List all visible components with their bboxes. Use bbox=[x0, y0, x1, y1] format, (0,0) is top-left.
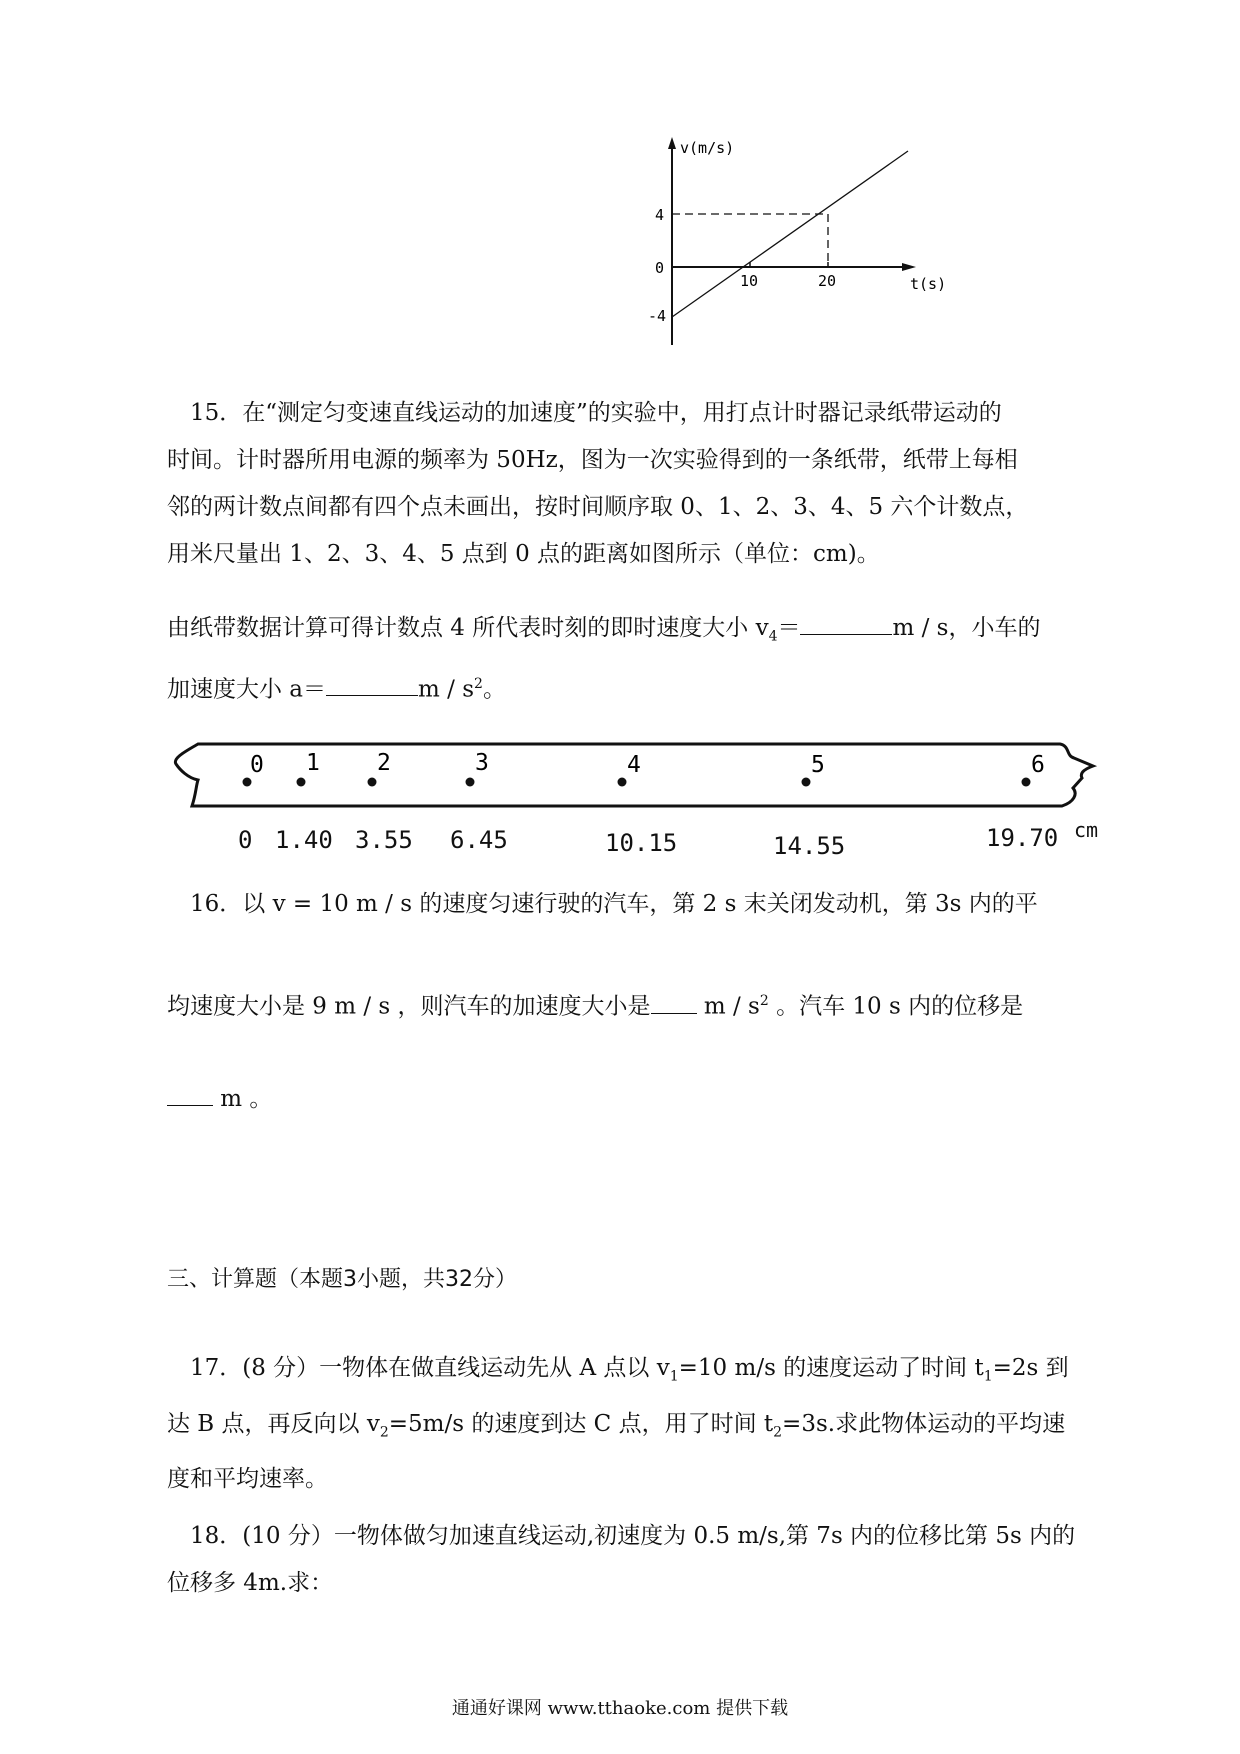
q16-text-d: m 。 bbox=[213, 1086, 273, 1112]
tape-distance-6: 19.70 bbox=[986, 824, 1059, 852]
q15-text-f: 。 bbox=[482, 676, 506, 703]
q16-text-c: 。汽车 10 s 内的位移是 bbox=[768, 993, 1024, 1020]
question-15 bbox=[167, 390, 1089, 578]
q15-text-e: m / s bbox=[418, 676, 475, 703]
x-axis-arrow bbox=[902, 263, 916, 271]
tape-distance-1: 1.40 bbox=[275, 826, 333, 854]
section-3-heading-wrap bbox=[167, 1256, 1089, 1303]
x-tick-label-10: 10 bbox=[740, 272, 759, 290]
q15-text-d: 加速度大小 a＝ bbox=[167, 676, 327, 703]
tape-dot-6 bbox=[1022, 778, 1031, 787]
velocity-time-graph bbox=[640, 135, 950, 350]
q15-fill-in bbox=[167, 605, 1089, 713]
answer-blank-v4[interactable] bbox=[800, 614, 892, 635]
footer-source: 通通好课网 www.tthaoke.com 提供下载 bbox=[451, 1698, 789, 1719]
q15-sup-2: 2 bbox=[474, 675, 483, 692]
paper-tape bbox=[170, 740, 1105, 820]
q17-text-6: =3s.求此物体运动的平均速 bbox=[782, 1410, 1066, 1437]
tape-dot-5 bbox=[802, 778, 811, 787]
question-18 bbox=[167, 1513, 1089, 1607]
tape-dot-1 bbox=[297, 778, 306, 787]
section-3-heading: 三、计算题（本题3小题，共32分） bbox=[167, 1267, 517, 1292]
q17-sub-2b: 2 bbox=[773, 1424, 783, 1441]
q15-text-a: 由纸带数据计算可得计数点 4 所代表时刻的即时速度大小 v bbox=[167, 615, 769, 641]
q15-text-c: m / s，小车的 bbox=[892, 615, 1041, 641]
tape-distance-3: 6.45 bbox=[450, 826, 508, 854]
tape-dot-2 bbox=[368, 778, 377, 787]
tape-unit: cm bbox=[1074, 818, 1099, 842]
x-axis-label: t(s) bbox=[910, 275, 947, 293]
q16-line-2-wrap bbox=[167, 978, 1089, 1031]
tape-point-label-0: 0 bbox=[250, 752, 264, 778]
q17-text-3: =2s 到 bbox=[992, 1355, 1069, 1381]
q15-line-1: 15．在“测定匀变速直线运动的加速度”的实验中，用打点计时器记录纸带运动的 bbox=[190, 400, 1002, 426]
q15-line-2: 时间。计时器所用电源的频率为 50Hz，图为一次实验得到的一条纸带，纸带上每相 bbox=[167, 447, 1018, 473]
q17-text-5: =5m/s 的速度到达 C 点，用了时间 t bbox=[388, 1410, 774, 1437]
q15-line-3: 邻的两计数点间都有四个点未画出，按时间顺序取 0、1、2、3、4、5 六个计数点， bbox=[167, 494, 1029, 520]
question-17 bbox=[167, 1345, 1089, 1503]
q15-line-4: 用米尺量出 1、2、3、4、5 点到 0 点的距离如图所示（单位：cm)。 bbox=[167, 541, 880, 567]
q17-sub-2a: 2 bbox=[379, 1424, 389, 1441]
velocity-line bbox=[672, 151, 908, 317]
tape-dot-3 bbox=[466, 778, 475, 787]
tape-dot-4 bbox=[618, 778, 627, 787]
y-axis-label: v(m/s) bbox=[680, 139, 735, 157]
tape-distance-2: 3.55 bbox=[355, 826, 413, 854]
tape-point-label-2: 2 bbox=[377, 750, 391, 776]
y-tick-label-0: 0 bbox=[655, 259, 665, 277]
tape-point-label-5: 5 bbox=[811, 752, 825, 778]
q17-text-4: 达 B 点，再反向以 v bbox=[167, 1410, 380, 1437]
q16-text-a: 均速度大小是 9 m / s ，则汽车的加速度大小是 bbox=[167, 993, 651, 1020]
tape-distance-5: 14.55 bbox=[773, 832, 846, 860]
q16-text-b: m / s bbox=[696, 993, 760, 1020]
tape-distance-4: 10.15 bbox=[605, 829, 678, 857]
q15-text-b: ＝ bbox=[777, 615, 801, 641]
q18-line-2: 位移多 4m.求： bbox=[167, 1570, 334, 1596]
tape-point-label-6: 6 bbox=[1031, 752, 1045, 778]
q17-text-1: 17．(8 分）一物体在做直线运动先从 A 点以 v bbox=[190, 1355, 670, 1381]
x-tick-label-20: 20 bbox=[818, 272, 837, 290]
q18-line-1: 18．(10 分）一物体做匀加速直线运动,初速度为 0.5 m/s,第 7s 内的位移比第 5s 内的 bbox=[190, 1523, 1076, 1549]
y-tick-label-4: 4 bbox=[655, 206, 665, 224]
q17-sub-1a: 1 bbox=[669, 1368, 679, 1385]
q16-sup-2: 2 bbox=[759, 993, 769, 1009]
answer-blank-displacement[interactable] bbox=[167, 1085, 213, 1106]
y-tick-label-neg4: -4 bbox=[648, 307, 667, 325]
q17-text-2: =10 m/s 的速度运动了时间 t bbox=[678, 1355, 984, 1381]
answer-blank-accel[interactable] bbox=[651, 993, 697, 1014]
tape-point-label-1: 1 bbox=[306, 750, 320, 776]
tape-point-label-4: 4 bbox=[627, 752, 641, 778]
q17-sub-1b: 1 bbox=[983, 1368, 993, 1385]
q16-line-1: 16．以 v = 10 m / s 的速度匀速行驶的汽车，第 2 s 末关闭发动机，第 3s 内的平 bbox=[190, 891, 1038, 917]
tape-point-label-3: 3 bbox=[475, 750, 489, 776]
tape-dot-0 bbox=[243, 778, 252, 787]
tape-distance-0: 0 bbox=[238, 826, 253, 854]
q15-sub-4: 4 bbox=[768, 628, 778, 645]
question-16 bbox=[167, 880, 1089, 928]
q17-line-3: 度和平均速率。 bbox=[167, 1466, 328, 1493]
tape-dots bbox=[243, 778, 1031, 787]
q16-line-3-wrap bbox=[167, 1076, 1089, 1123]
y-axis-arrow bbox=[668, 137, 676, 149]
answer-blank-a[interactable] bbox=[326, 675, 418, 696]
